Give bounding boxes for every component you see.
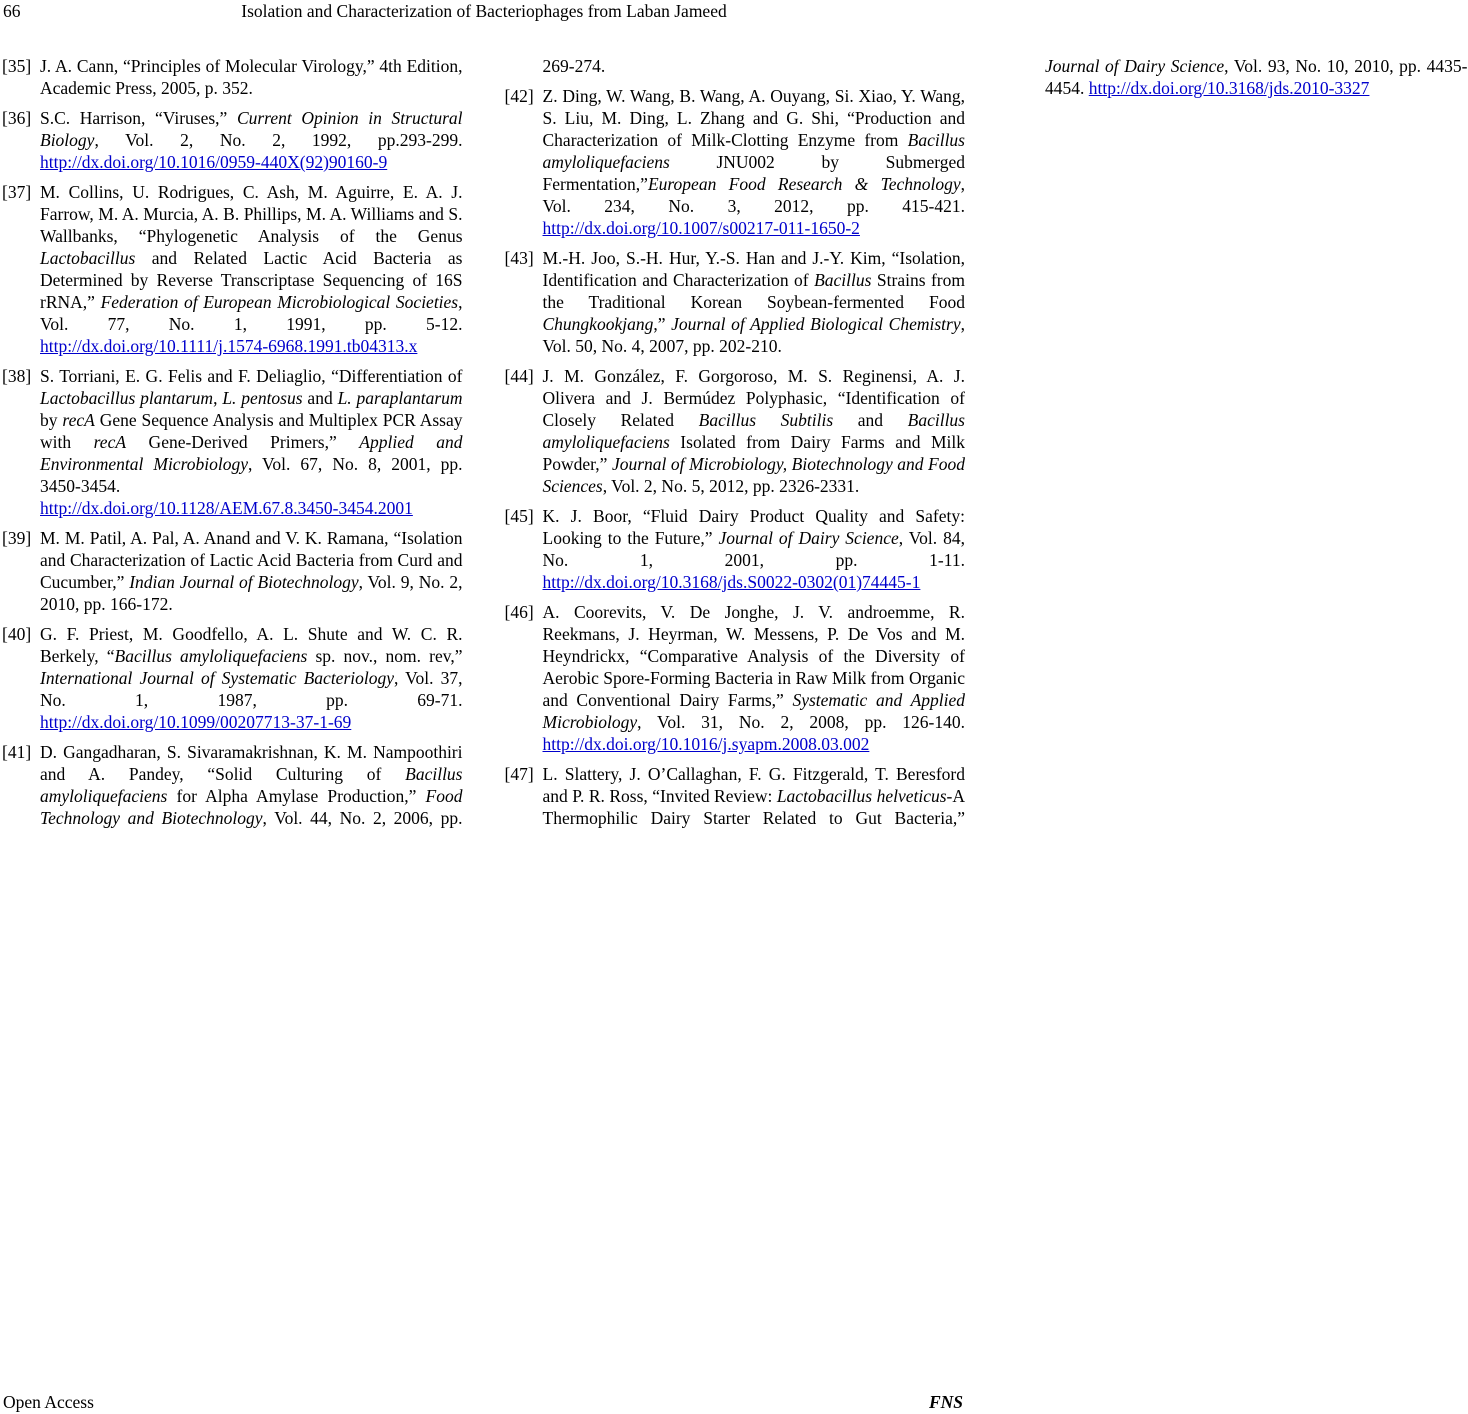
page-title: Isolation and Characterization of Bacteriophages from Laban Jameed [241, 1, 727, 21]
reference-item [2, 107, 463, 173]
reference-text: by [40, 410, 63, 430]
reference-text: , Vol. 50, No. 4, 2007, pp. 202-210. [542, 314, 965, 356]
reference-text: G. F. Priest, M. Goodfello, A. L. Shute and W. C. R. Berkely, “ [40, 624, 463, 666]
reference-label: [35] [2, 56, 32, 76]
reference-text: Bacillus amyloliquefaciens [542, 130, 965, 172]
reference-text: Journal of Dairy Science [1045, 56, 1225, 76]
reference-item [505, 247, 966, 357]
reference-text: Bacillus Subtilis [698, 410, 834, 430]
doi-link[interactable]: http://dx.doi.org/10.1099/00207713-37-1-69 [40, 712, 352, 732]
reference-text: , Vol. 2, No. 2, 1992, pp.293-299. [94, 130, 463, 150]
reference-label: [40] [2, 624, 32, 644]
doi-link[interactable]: http://dx.doi.org/10.1007/s00217-011-1650-2 [542, 218, 860, 238]
doi-link[interactable]: http://dx.doi.org/10.1128/AEM.67.8.3450-3454.2001 [40, 498, 413, 518]
reference-item [505, 85, 966, 239]
reference-label: [43] [504, 248, 534, 268]
page-footer [3, 1391, 963, 1413]
reference-text: Chungkookjang [542, 314, 654, 334]
reference-text: Lactobacillus [40, 248, 136, 268]
reference-text: Systematic and Applied Microbiology [542, 690, 965, 732]
reference-text: , Vol. 67, No. 8, 2001, pp. 3450-3454. [40, 454, 463, 496]
reference-text: Food Technology and Biotechnology [40, 786, 463, 828]
reference-text: L. Slattery, J. O’Callaghan, F. G. Fitzgerald, T. Beresford and P. R. Ross, “Invited Review: [542, 764, 965, 806]
reference-text: , Vol. 84, No. 1, 2001, pp. 1-11. [542, 528, 965, 570]
reference-text: , Vol. 31, No. 2, 2008, pp. 126-140. [637, 712, 965, 732]
reference-text: Bacillus [814, 270, 872, 290]
reference-text: Bacillus amyloliquefaciens [542, 410, 965, 452]
reference-label: [41] [2, 742, 32, 762]
open-access-label: Open Access [3, 1392, 94, 1412]
reference-text: for Alpha Amylase Production,” [167, 786, 426, 806]
reference-label: [38] [2, 366, 32, 386]
reference-text: A. Coorevits, V. De Jonghe, J. V. androemme, R. Reekmans, J. Heyrman, W. Messens, P. De Vos and M. Heyndrickx, “Comparative Analysis of the Diversity of Aerobic Spore-Forming Bacteria in Raw Milk from Organic and Conventional Dairy Farms,” [542, 602, 965, 710]
reference-item [2, 527, 463, 615]
reference-text: , Vol. 44, No. 2, 2006, pp. 269-274. [262, 56, 606, 828]
reference-text: Current Opinion in Structural Biology [40, 108, 463, 150]
reference-text: Federation of European Microbiological Societies [100, 292, 459, 312]
reference-text: L. pentosus [222, 388, 303, 408]
reference-text: , Vol. 9, No. 2, 2010, pp. 166-172. [40, 572, 463, 614]
reference-text: Lactobacillus plantarum [40, 388, 214, 408]
reference-text: Isolated from Dairy Farms and Milk Powder,” [542, 432, 965, 474]
reference-text: Lactobacillus helveticus [776, 786, 947, 806]
reference-text: Gene-Derived Primers,” [126, 432, 360, 452]
reference-text: , Vol. 93, No. 10, 2010, pp. 4435-4454. [1045, 56, 1468, 98]
doi-link[interactable]: http://dx.doi.org/10.1111/j.1574-6968.1991.tb04313.x [40, 336, 418, 356]
reference-text: JNU002 by Submerged Fermentation,” [542, 152, 965, 194]
reference-text: L. paraplantarum [337, 388, 463, 408]
journal-abbreviation: FNS [928, 1392, 963, 1412]
reference-text: , Vol. 234, No. 3, 2012, pp. 415-421. [542, 174, 965, 216]
reference-text: M. M. Patil, A. Pal, A. Anand and V. K. Ramana, “Isolation and Characterization of Lactic Acid Bacteria from Curd and Cucumber,” [40, 528, 463, 592]
reference-text: K. J. Boor, “Fluid Dairy Product Quality and Safety: Looking to the Future,” [542, 506, 965, 548]
reference-text: Journal of Dairy Science [718, 528, 899, 548]
reference-text: Journal of Applied Biological Chemistry [671, 314, 961, 334]
page-number: 66 [3, 1, 21, 21]
references-list [2, 55, 1468, 845]
reference-item [2, 623, 463, 733]
page-header [0, 0, 968, 22]
reference-item [505, 601, 966, 755]
reference-text: Gene Sequence Analysis and Multiplex PCR Assay with [40, 410, 463, 452]
reference-label: [39] [2, 528, 32, 548]
reference-text: M.-H. Joo, S.-H. Hur, Y.-S. Han and J.-Y. Kim, “Isolation, Identification and Characterization of [542, 248, 965, 290]
reference-label: [42] [504, 86, 534, 106]
reference-text: J. A. Cann, “Principles of Molecular Virology,” 4th Edition, Academic Press, 2005, p. 352. [40, 56, 463, 98]
reference-text: European Food Research & Technology [647, 174, 961, 194]
reference-item [505, 365, 966, 497]
reference-text: , Vol. 77, No. 1, 1991, pp. 5-12. [40, 292, 463, 334]
reference-label: [44] [504, 366, 534, 386]
reference-text: and [302, 388, 338, 408]
reference-text: , Vol. 37, No. 1, 1987, pp. 69-71. [40, 668, 463, 710]
reference-text: sp. nov., nom. rev,” [307, 646, 463, 666]
reference-text: International Journal of Systematic Bacteriology [40, 668, 394, 688]
reference-text: and Related Lactic Acid Bacteria as Determined by Reverse Transcriptase Sequencing of 16S rRNA,” [40, 248, 463, 312]
doi-link[interactable]: http://dx.doi.org/10.3168/jds.2010-3327 [1088, 78, 1370, 98]
reference-text: Bacillus amyloliquefaciens [40, 764, 463, 806]
reference-label: [36] [2, 108, 32, 128]
reference-text: , [213, 388, 223, 408]
reference-text: Journal of Microbiology, Biotechnology and Food Sciences [542, 454, 965, 496]
reference-text: Indian Journal of Biotechnology [129, 572, 359, 592]
reference-label: [47] [504, 764, 534, 784]
reference-text: Applied and Environmental Microbiology [40, 432, 463, 474]
doi-link[interactable]: http://dx.doi.org/10.3168/jds.S0022-0302(01)74445-1 [542, 572, 921, 592]
reference-item [2, 55, 463, 99]
reference-text: S. Torriani, E. G. Felis and F. Deliaglio, “Differentiation of [40, 366, 463, 386]
doi-link[interactable]: http://dx.doi.org/10.1016/j.syapm.2008.03.002 [542, 734, 870, 754]
reference-text: Bacillus amyloliquefaciens [114, 646, 308, 666]
reference-text: ,” [653, 314, 672, 334]
reference-item [505, 505, 966, 593]
reference-text: D. Gangadharan, S. Sivaramakrishnan, K. M. Nampoothiri and A. Pandey, “Solid Culturing of [40, 742, 463, 784]
reference-text: Z. Ding, W. Wang, B. Wang, A. Ouyang, Si. Xiao, Y. Wang, S. Liu, M. Ding, L. Zhang and G. Shi, “Production and Characterization of Milk-Clotting Enzyme from [542, 86, 965, 150]
reference-item [2, 181, 463, 357]
reference-text: S.C. Harrison, “Viruses,” [40, 108, 237, 128]
reference-text: recA [93, 432, 127, 452]
reference-label: [46] [504, 602, 534, 622]
reference-text: -A Thermophilic Dairy Starter Related to Gut Bacteria,” [542, 786, 965, 828]
reference-text: M. Collins, U. Rodrigues, C. Ash, M. Aguirre, E. A. J. Farrow, M. A. Murcia, A. B. Phillips, M. A. Williams and S. Wallbanks, “Phylogenetic Analysis of the Genus [40, 182, 463, 246]
reference-text: recA [62, 410, 95, 430]
doi-link[interactable]: http://dx.doi.org/10.1016/0959-440X(92)90160-9 [40, 152, 388, 172]
reference-label: [37] [2, 182, 32, 202]
reference-item [2, 365, 463, 519]
reference-text: and [833, 410, 908, 430]
reference-text: , Vol. 2, No. 5, 2012, pp. 2326-2331. [602, 476, 860, 496]
reference-label: [45] [504, 506, 534, 526]
reference-text: Strains from the Traditional Korean Soybean-fermented Food [542, 270, 965, 312]
reference-text: J. M. González, F. Gorgoroso, M. S. Reginensi, A. J. Olivera and J. Bermúdez Polyphasic, “Identification of Closely Related [542, 366, 965, 430]
